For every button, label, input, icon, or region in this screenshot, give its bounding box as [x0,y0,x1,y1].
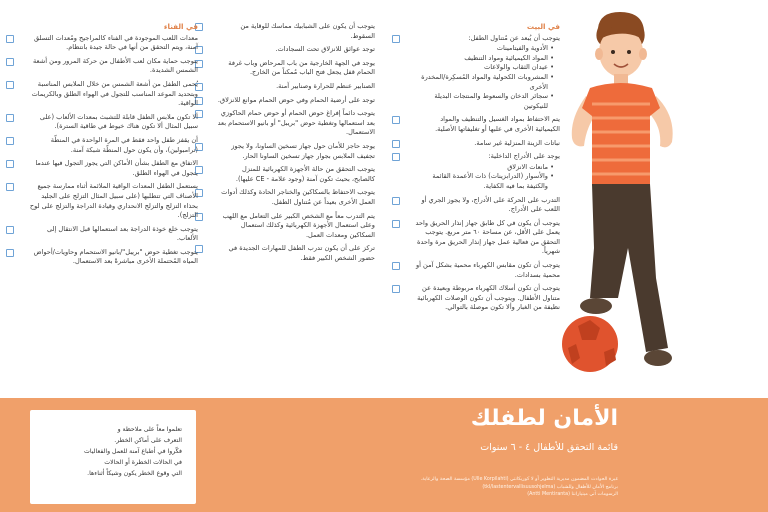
checkbox[interactable] [6,58,14,66]
checklist-item-text: الاتفاق مع الطفل بشأن الأماكن التي يجوز التجول فيها عندما يتجول في الهواء الطلق. [35,159,198,177]
checklist-item-text: يتوجب دائماً إفراغ حوض الحمام أو حوض حمام الحاكوزي بعد استعمالها وتغطية حوض "بريبل" أو بانيو الاستحمام بعد الاستعمال. [217,109,375,137]
child-shoe-right [644,350,672,366]
page-subtitle: قائمة التحقق للأطفال ٤ - ٦ سنوات [480,442,618,453]
checklist-item-text: يستعمل الطفل المعدات الواقية الملائمة أثناء ممارسة جميع الأصناف التي تتطلبها (على سبيل المثال التزلج على الجليد بحذاء التزلج والتزلج الانحداري وقيادة الدراجة والتزلج على لوح التزلج). [29,182,198,220]
checklist-subitem: • الأدوية والفيتامينات [414,44,554,54]
checklist-item-text: ألا تكون ملابس الطفل قابلة للتشبث بمعدات الألعاب (على سبيل المثال ألا تكون هناك خيوط في طاقية السترة). [39,112,198,131]
checklist-item-text: يوجد حاجز للأمان حول جهاز تسخين الساونا، ولا يجوز تجفيف الملابس بجوار جهاز تسخين الساونا الحار. [231,141,375,160]
checklist-item [392,152,560,191]
checkbox[interactable] [6,114,14,122]
note-line: التي وقوع الخطر يكون وشيكاً أثناءها. [87,470,182,477]
checklist-item [392,139,560,149]
checkbox[interactable] [392,153,400,161]
checklist-subitem: • والأسوار (الدرابزينات) ذات الأعمدة القائمة والكثيفة بما فيه الكفاية. [414,172,554,191]
checklist-item-text: نباتات الزينة المنزلية غير سامة. [474,138,560,147]
checklist-item [392,261,560,280]
child-shirt [582,83,660,186]
checklist-item-text: معدات اللعب الموجودة في الفناء كالمراجيح ومُعدات التسلق آمنة، ويتم التحقق من أنها في حالة جيدة بانتظام. [34,33,198,52]
checklist-item-text: تركز على أن يكون تدرب الطفل للمهارات الجديدة في حضور الشخص الكبير فقط. [228,244,375,262]
child-with-ball-illustration [560,8,680,378]
section-title-home: في البيت [526,22,560,31]
checklist-item [6,57,198,76]
checklist-item [6,136,198,155]
checklist-subitems [414,163,560,192]
checklist-item [6,159,198,178]
checklist-item-text: يتوجب أن يكون في كل طابق جهاز إنذار الحريق واحد يعمل على الأقل، عن مساحة ٦٠ متر مربع. يتوجب التحقق من فعالية عمل جهاز إنذار الحريق مرة واحدة شهرياً. [415,218,560,256]
checklist-item-text: يوجد على الأدراج الداخلية: [488,152,560,161]
checklist-item [6,248,198,267]
tips-note-box [30,410,196,504]
checkbox[interactable] [6,137,14,145]
checklist-item [6,225,198,244]
checklist-item-text: يتم التدرب معاً مع الشخص الكبير على التعامل مع اللهب وعلى استعمال الأجهزة الكهربائية وكذلك استعمال السكاكين ومعدات العمل. [222,211,375,239]
checklist-item [195,96,375,106]
checklist-item [392,196,560,215]
checklist-item-text: أن يقفز طفل واحد فقط في المرة الواحدة في المنطّة (ترامبولين)، وأن يكون حول المنطّة شبكة آمنة. [50,135,198,154]
checklist-item-text: توجد عوائق للانزلاق تحت السجادات. [275,45,375,54]
checklist-item-text: يتوجب حماية مكان لعب الأطفال من حركة المرور ومن أشعة الشمس الشديدة. [33,56,198,75]
checkbox[interactable] [6,249,14,257]
checkbox[interactable] [392,35,400,43]
checklist-item [392,219,560,257]
checkbox[interactable] [392,285,400,293]
credit-line: غيرة الحوادث المضمون مديرية التطوير أو لا كوريكانتي (Ulle Korpilahti) مؤسسة الصحة والرعاية. [420,477,618,482]
checkbox[interactable] [6,81,14,89]
checklist-item-text: يتوجب أن يكون على الشبابيك مماسك للوقاية من السقوط. [240,22,375,40]
checklist-item-text: يوجد في الجهة الخارجية من باب المرحاض وباب غرفة الحمام قفل يجعل فتح الباب مُمكناً من الخارج. [228,58,375,77]
checklist-column-home-continued [195,22,375,267]
checklist-item-text: يتوجب التحقق من حالة الأجهزة الكهربائية للمنزل كالصابح، بحيث تكون آمنة (وجود علامة - CE عليها). [235,165,375,183]
checklist-subitem: • سجائر الدخان والسعوط والمنتجات البديلة للنيكوتين [414,92,554,111]
checklist-item [195,142,375,161]
checkbox[interactable] [392,220,400,228]
checklist-column-yard [6,22,198,271]
credits [328,476,618,499]
checklist-column-home [392,22,560,317]
credit-line: الرسومات آتي ميتيارانتا (Antti Mentiranta) [527,492,618,498]
checklist-item [195,244,375,263]
checklist-item-text: الصنابير عنظم للحرارة وصنابير آمنة. [276,81,375,90]
checklist-item-text: يتوجب أن تكون مقابس الكهرباء محمية بشكل آمن أو محمية بسدادات. [415,261,560,279]
credit-line: برنامج الأمان للأطفال وللشباب (tkl/lastentervallisuusohjelma) [482,484,618,490]
note-line: في الحالات الخطرة أو الحالات [104,459,182,466]
checkbox[interactable] [6,226,14,234]
checklist-item [392,115,560,134]
checkbox[interactable] [6,160,14,168]
checklist-item [195,22,375,41]
checklist-item-text: يتم الاحتفاظ بمواد الغسيل والتنظيف والمواد الكيميائية الأخرى في علبها أو تغليفاتها الأصلية. [435,115,560,133]
checklist-item [195,212,375,241]
checklist-item-text: يتوجب تغطية حوض "بريبل"/بانيو الاستحمام وحاويات/أحواض المياه المُحتملة الأخرى مباشرةً بعد الاستعمال. [33,247,198,266]
checklist-item [6,182,198,220]
checklist-subitem: • مانعات الانزلاق [414,163,554,173]
note-line: فكّروا في أطباع آمنة للعمل والفعاليات [84,448,182,455]
checklist-item [392,34,560,112]
checkbox[interactable] [392,197,400,205]
checklist-item-text: يُحمى الطفل من أشعة الشمس من خلال الملابس المناسبة وبتحديد الموعد المناسب للتجول في الهواء الطلق وبالكريمات الواقية. [31,79,198,108]
checklist-item-text: يتوجب الاحتفاظ بالسكاكين والخناجر الحادة وكذلك أدوات العمل الأخرى بعيداً عن مُتناول الطفل. [221,188,375,206]
checklist-subitem: • المواد الكيميائية ومواد التنظيف [414,54,554,64]
checklist-item-text: يتوجب خلع خوذة الدراجة بعد استعمالها قبل الانتقال إلى الألعاب. [46,224,198,243]
page-title: الأمان لطفلك [470,406,618,431]
checkbox[interactable] [392,140,400,148]
checklist-item [195,45,375,55]
checklist-item-text: يتوجب أن تكون أسلاك الكهرباء مربوطة وبعيدة عن متناول الأطفال. ويتوجب أن تكون الوصلات الكهربائية نظيفة من الغبار وألا تكون موصلة بالتوالي. [417,284,560,312]
checklist-item [6,113,198,132]
checklist-item-text: يتوجب أن يُبعد عن مُتناول الطفل: [468,33,560,42]
checklist-item [195,109,375,138]
checkbox[interactable] [392,262,400,270]
checklist-item-text: توجد على أرضية الحمام وفي حوض الحمام موانع للانزلاق. [217,95,375,104]
checklist-item [195,82,375,92]
checklist-subitem: • عيدان الثقاب والولاعات [414,63,554,73]
checklist-subitems [414,44,560,111]
checkbox[interactable] [6,183,14,191]
checkbox[interactable] [392,116,400,124]
child-shoe-left [580,298,612,314]
checklist-subitem: • المشروبات الكحولية والمواد المُسكِرة/المخدرة الأخرى [414,73,554,92]
checklist-item [195,188,375,207]
checklist-item [6,34,198,53]
note-line: التعرف على أماكن الخطر. [114,437,182,444]
checkbox[interactable] [6,35,14,43]
checklist-item [195,59,375,78]
checklist-item [6,80,198,109]
section-title-yard: في الفناء [163,22,198,31]
checklist-item-text: التدرب على الحركة على الأدراج، ولا يجوز الجري أو اللعب على الأدراج. [421,195,560,214]
checklist-item [392,284,560,313]
checklist-item [195,165,375,184]
note-line: تعلموا معاً على ملاحظة و [117,426,182,433]
